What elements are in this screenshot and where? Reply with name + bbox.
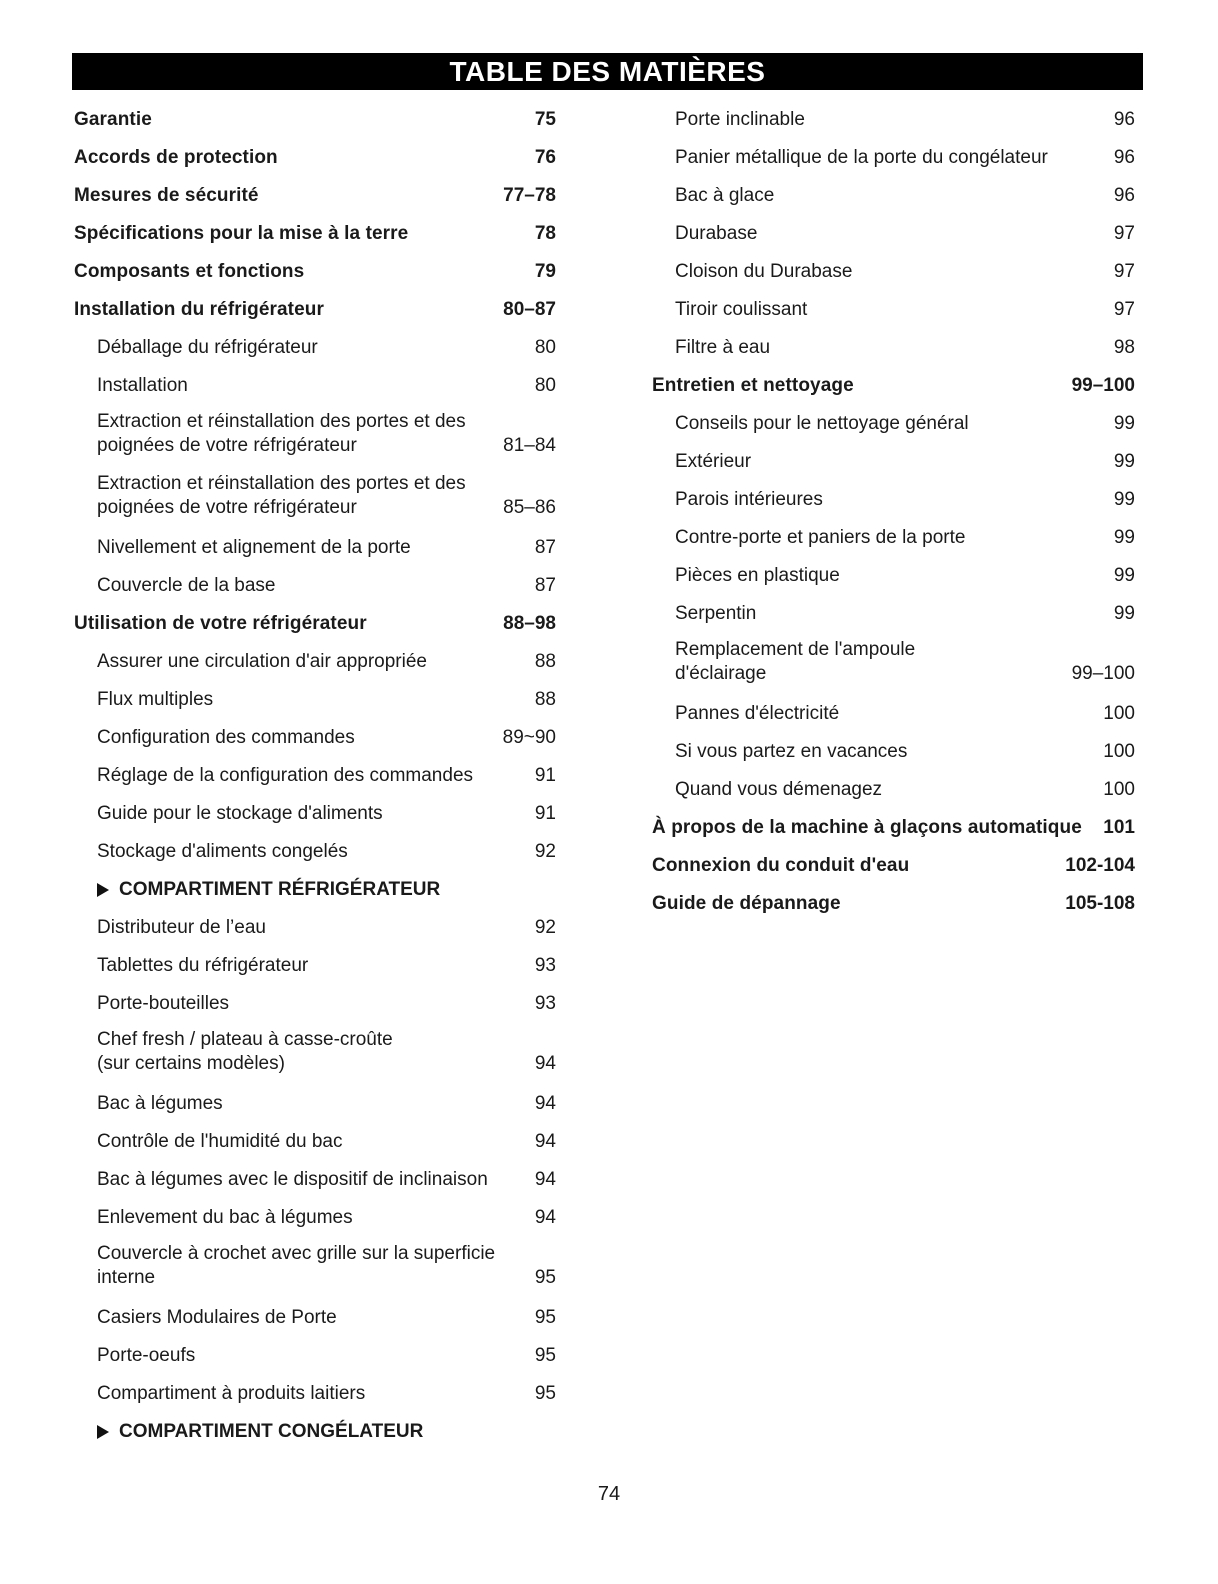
toc-entry-page: 81–84 — [503, 435, 556, 456]
toc-entry-page: 95 — [534, 1267, 556, 1288]
toc-entry-page: 95 — [534, 1307, 556, 1328]
toc-entry[interactable] — [74, 605, 556, 643]
section-heading-label: COMPARTIMENT CONGÉLATEUR — [119, 1421, 424, 1442]
toc-entry[interactable] — [652, 519, 1135, 557]
toc-right-column — [652, 101, 1135, 923]
toc-entry-page: 94 — [534, 1169, 556, 1190]
toc-entry[interactable] — [74, 643, 556, 681]
toc-entry-page: 97 — [1113, 299, 1135, 320]
toc-entry-page: 99 — [1113, 489, 1135, 510]
toc-entry-page: 79 — [534, 261, 556, 282]
toc-entry-title: Tablettes du réfrigérateur — [97, 955, 309, 976]
section-heading-refrigerator — [74, 871, 556, 909]
toc-entry-page: 94 — [534, 1207, 556, 1228]
section-heading-freezer — [74, 1413, 556, 1451]
toc-entry-page: 88 — [534, 689, 556, 710]
toc-entry[interactable] — [74, 291, 556, 329]
toc-entry[interactable] — [74, 215, 556, 253]
toc-entry-title: Quand vous démenagez — [675, 779, 883, 800]
toc-entry-page: 94 — [534, 1093, 556, 1114]
toc-entry-page: 100 — [1103, 703, 1135, 724]
toc-entry[interactable] — [74, 1337, 556, 1375]
toc-entry-title: Pièces en plastique — [675, 565, 840, 586]
toc-entry-title: Configuration des commandes — [97, 727, 355, 748]
toc-entry-page: 80 — [534, 375, 556, 396]
toc-entry-title: Extérieur — [675, 451, 752, 472]
toc-entry[interactable] — [74, 253, 556, 291]
toc-entry-page: 95 — [534, 1383, 556, 1404]
toc-entry[interactable] — [74, 1237, 556, 1299]
toc-entry-title: Tiroir coulissant — [675, 299, 808, 320]
toc-entry-page: 95 — [534, 1345, 556, 1366]
toc-entry[interactable] — [652, 101, 1135, 139]
toc-entry-title: Bac à légumes avec le dispositif de inclinaison — [97, 1169, 488, 1190]
toc-left-column — [74, 101, 556, 1451]
toc-entry-page: 94 — [534, 1053, 556, 1074]
toc-entry-page: 75 — [534, 109, 556, 130]
toc-entry-title: Réglage de la configuration des commandes — [97, 765, 474, 786]
toc-entry-title: Porte-oeufs — [97, 1345, 196, 1366]
toc-entry[interactable] — [652, 847, 1135, 885]
toc-entry[interactable] — [74, 177, 556, 215]
toc-entry[interactable] — [652, 215, 1135, 253]
toc-entry-title: Bac à légumes — [97, 1093, 223, 1114]
toc-entry[interactable] — [74, 947, 556, 985]
toc-entry[interactable] — [74, 1299, 556, 1337]
toc-entry[interactable] — [652, 253, 1135, 291]
toc-entry[interactable] — [652, 139, 1135, 177]
toc-entry-page: 101 — [1103, 817, 1135, 838]
toc-entry-title: Porte-bouteilles — [97, 993, 230, 1014]
toc-entry[interactable] — [74, 329, 556, 367]
toc-entry-title: Connexion du conduit d'eau — [652, 855, 910, 876]
toc-entry-title: Composants et fonctions — [74, 261, 305, 282]
toc-entry-title: Panier métallique de la porte du congélateur — [675, 147, 1048, 168]
toc-entry[interactable] — [652, 885, 1135, 923]
toc-entry-page: 80 — [534, 337, 556, 358]
toc-entry-title: Cloison du Durabase — [675, 261, 853, 282]
section-heading-label: COMPARTIMENT RÉFRIGÉRATEUR — [119, 879, 441, 900]
toc-entry-title: Bac à glace — [675, 185, 775, 206]
toc-entry[interactable] — [74, 719, 556, 757]
toc-entry-title: Nivellement et alignement de la porte — [97, 537, 411, 558]
toc-entry[interactable] — [74, 405, 556, 467]
toc-entry-page: 93 — [534, 993, 556, 1014]
toc-entry[interactable] — [652, 481, 1135, 519]
toc-entry[interactable] — [74, 985, 556, 1023]
toc-title: TABLE DES MATIÈRES — [449, 56, 766, 87]
toc-entry[interactable] — [74, 367, 556, 405]
toc-entry[interactable] — [652, 595, 1135, 633]
toc-entry-title: Conseils pour le nettoyage général — [675, 413, 969, 434]
toc-entry[interactable] — [652, 809, 1135, 847]
toc-entry-page: 85–86 — [503, 497, 556, 518]
toc-entry-page: 99–100 — [1071, 663, 1135, 684]
toc-entry-page: 93 — [534, 955, 556, 976]
toc-entry[interactable] — [74, 1023, 556, 1085]
toc-entry[interactable] — [652, 443, 1135, 481]
toc-entry-page: 76 — [534, 147, 556, 168]
toc-entry-page: 88 — [534, 651, 556, 672]
toc-entry-page: 98 — [1113, 337, 1135, 358]
toc-entry[interactable] — [74, 833, 556, 871]
toc-entry[interactable] — [652, 633, 1135, 695]
toc-entry[interactable] — [652, 329, 1135, 367]
toc-entry-title: Couvercle de la base — [97, 575, 276, 596]
toc-entry-title: Chef fresh / plateau à casse-croûte (sur certains modèles) — [97, 1029, 393, 1074]
toc-entry[interactable] — [652, 733, 1135, 771]
toc-entry-title: Remplacement de l'ampoule d'éclairage — [675, 639, 916, 684]
toc-entry-page: 80–87 — [503, 299, 556, 320]
page-number: 74 — [597, 1483, 621, 1505]
toc-entry-page: 97 — [1113, 261, 1135, 282]
toc-entry-page: 78 — [534, 223, 556, 244]
toc-entry-title: Assurer une circulation d'air appropriée — [97, 651, 427, 672]
toc-entry-title: Casiers Modulaires de Porte — [97, 1307, 337, 1328]
toc-entry-page: 99 — [1113, 603, 1135, 624]
toc-entry-title: Stockage d'aliments congelés — [97, 841, 348, 862]
toc-entry[interactable] — [74, 529, 556, 567]
toc-entry[interactable] — [74, 467, 556, 529]
toc-entry-page: 100 — [1103, 741, 1135, 762]
toc-entry-title: Durabase — [675, 223, 758, 244]
toc-entry-title: Contrôle de l'humidité du bac — [97, 1131, 343, 1152]
toc-entry[interactable] — [74, 1123, 556, 1161]
toc-entry-page: 88–98 — [503, 613, 556, 634]
toc-entry-page: 102-104 — [1065, 855, 1135, 876]
toc-entry-title: Utilisation de votre réfrigérateur — [74, 613, 367, 634]
toc-entry-title: Distributeur de l’eau — [97, 917, 266, 938]
toc-entry-page: 96 — [1113, 185, 1135, 206]
toc-entry-title: Installation — [97, 375, 188, 396]
toc-entry[interactable] — [74, 139, 556, 177]
toc-entry[interactable] — [74, 1375, 556, 1413]
toc-entry-title: À propos de la machine à glaçons automatique — [652, 817, 1082, 838]
toc-entry-title: Flux multiples — [97, 689, 214, 710]
toc-entry-page: 99 — [1113, 565, 1135, 586]
toc-entry-title: Porte inclinable — [675, 109, 805, 130]
triangle-right-icon — [97, 1425, 109, 1439]
toc-entry-title: Si vous partez en vacances — [675, 741, 908, 762]
toc-entry-page: 96 — [1113, 109, 1135, 130]
toc-entry-page: 94 — [534, 1131, 556, 1152]
toc-entry-page: 99 — [1113, 451, 1135, 472]
toc-entry-title: Filtre à eau — [675, 337, 771, 358]
toc-entry[interactable] — [74, 681, 556, 719]
toc-title-banner — [72, 53, 1143, 90]
toc-entry-title: Garantie — [74, 109, 152, 130]
toc-entry[interactable] — [74, 101, 556, 139]
toc-entry[interactable] — [652, 291, 1135, 329]
toc-entry-page: 99–100 — [1071, 375, 1135, 396]
toc-entry[interactable] — [652, 557, 1135, 595]
toc-entry-title: Couvercle à crochet avec grille sur la superficie interne — [97, 1243, 496, 1288]
toc-entry-page: 96 — [1113, 147, 1135, 168]
triangle-right-icon — [97, 883, 109, 897]
toc-entry[interactable] — [74, 567, 556, 605]
toc-entry-title: Parois intérieures — [675, 489, 823, 510]
toc-entry-page: 105-108 — [1065, 893, 1135, 914]
toc-entry-page: 97 — [1113, 223, 1135, 244]
toc-entry[interactable] — [74, 1161, 556, 1199]
toc-entry-title: Compartiment à produits laitiers — [97, 1383, 366, 1404]
toc-entry[interactable] — [652, 405, 1135, 443]
toc-entry[interactable] — [652, 695, 1135, 733]
toc-entry-page: 77–78 — [503, 185, 556, 206]
toc-entry[interactable] — [74, 909, 556, 947]
toc-entry-title: Installation du réfrigérateur — [74, 299, 324, 320]
toc-entry[interactable] — [74, 757, 556, 795]
toc-entry[interactable] — [74, 1085, 556, 1123]
toc-entry-title: Enlevement du bac à légumes — [97, 1207, 353, 1228]
toc-entry-page: 92 — [534, 841, 556, 862]
toc-entry-page: 92 — [534, 917, 556, 938]
toc-entry-title: Pannes d'électricité — [675, 703, 840, 724]
toc-entry[interactable] — [74, 1199, 556, 1237]
toc-entry-page: 87 — [534, 537, 556, 558]
toc-entry-title: Extraction et réinstallation des portes et des poignées de votre réfrigérateur — [97, 411, 466, 456]
toc-entry-page: 100 — [1103, 779, 1135, 800]
toc-entry-title: Contre-porte et paniers de la porte — [675, 527, 966, 548]
toc-entry-title: Guide pour le stockage d'aliments — [97, 803, 383, 824]
toc-entry-title: Extraction et réinstallation des portes et des poignées de votre réfrigérateur — [97, 473, 466, 518]
toc-entry-title: Guide de dépannage — [652, 893, 841, 914]
toc-entry-page: 91 — [534, 765, 556, 786]
toc-entry-page: 91 — [534, 803, 556, 824]
toc-entry[interactable] — [74, 795, 556, 833]
toc-entry-title: Mesures de sécurité — [74, 185, 259, 206]
toc-entry-page: 87 — [534, 575, 556, 596]
toc-entry-title: Accords de protection — [74, 147, 278, 168]
toc-entry-page: 89~90 — [502, 727, 556, 748]
toc-entry[interactable] — [652, 177, 1135, 215]
toc-entry-title: Entretien et nettoyage — [652, 375, 854, 396]
toc-entry-page: 99 — [1113, 413, 1135, 434]
toc-entry[interactable] — [652, 771, 1135, 809]
toc-entry-title: Déballage du réfrigérateur — [97, 337, 318, 358]
toc-entry[interactable] — [652, 367, 1135, 405]
toc-entry-title: Serpentin — [675, 603, 757, 624]
toc-entry-title: Spécifications pour la mise à la terre — [74, 223, 409, 244]
toc-entry-page: 99 — [1113, 527, 1135, 548]
